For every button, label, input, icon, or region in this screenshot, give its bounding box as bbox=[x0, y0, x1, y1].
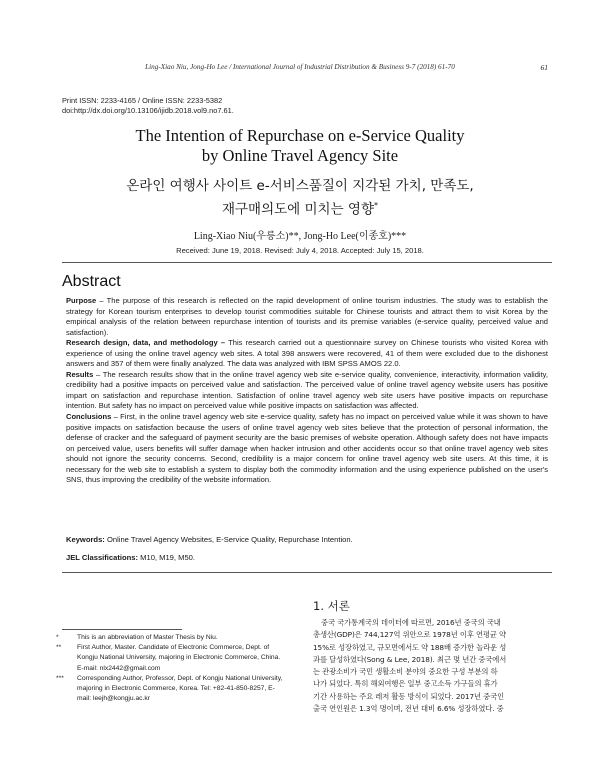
body-line: 출국 연인원은 1.3억 명이며, 전년 대비 6.6% 성장하였다. 중 bbox=[313, 703, 504, 713]
design-label: Research design, data, and methodology – bbox=[66, 338, 226, 348]
jel-text: M10, M19, M50. bbox=[138, 553, 196, 562]
body-line: 총생산(GDP)은 744,127억 위안으로 1978년 이후 연평균 약 bbox=[313, 630, 507, 640]
conclusions-label: Conclusions bbox=[66, 412, 112, 422]
conclusions-text: – First, in the online travel agency web site e-service quality, safety has no impact on perceived value while it was shown to have positive impacts on satisfaction because the users of online travel agency web sites believe that the protection of personal information, the defense of cracker and the safeguard of payment security are the basic premises of website operation. Although safety does not have impacts on perceived value, users benefits will suffer damage when hacker intrusion and other accidents occur so that online travel agency web sites should not ignore the security concerns. Second, credibility is a major concern for online travel agency web site users. At this time, it is necessary for the web site to establish a system to display both the commodity information and the using experience published on the user's SNS, thus improving the credibility of the website information. bbox=[66, 412, 548, 485]
footnote bbox=[56, 643, 288, 674]
results-text: – The research results show that in the online travel agency web site e-service quality, convenience, interactivity, information validity, credibility had a positive impacts on perceived value and satisfaction. The perceived value of online travel agency website users has positive impart on satisfaction and repurchase intention. Satisfaction of online travel agency web site users have positive impacts on repurchase intention. But safety has no impact on perceived value while positive impacts on satisfaction was affected. bbox=[66, 369, 548, 411]
korean-title-line2: 재구매의도에 미치는 영향 bbox=[221, 201, 375, 218]
top-divider bbox=[62, 262, 552, 263]
abstract-conclusions bbox=[66, 412, 548, 486]
korean-title-line1: 온라인 여행사 사이트 e-서비스품질이 지각된 가치, 만족도, bbox=[126, 178, 474, 194]
footnote bbox=[56, 674, 288, 705]
english-title-line2: by Online Travel Agency Site bbox=[201, 146, 399, 165]
footnote-mark: ** bbox=[56, 644, 62, 652]
footnote bbox=[56, 633, 288, 643]
results-label: Results bbox=[66, 369, 94, 379]
abstract-design bbox=[66, 338, 548, 370]
body-line: 과를 달성하였다(Song & Lee, 2018). 최근 몇 년간 중국에서 bbox=[313, 654, 507, 664]
authors: Ling-Xiao Niu(우릉소)**, Jong-Ho Lee(이종호)*** bbox=[193, 231, 407, 242]
keywords-text: Online Travel Agency Websites, E-Service Quality, Repurchase Intention. bbox=[104, 535, 353, 544]
english-title-line1: The Intention of Repurchase on e-Service Quality bbox=[135, 126, 465, 145]
received-dates: Received: June 19, 2018. Revised: July 4, 2018. Accepted: July 15, 2018. bbox=[176, 246, 424, 255]
footnotes bbox=[56, 633, 288, 704]
bottom-divider bbox=[62, 572, 552, 573]
doi-line: doi:http://dx.doi.org/10.13106/ijidb.2018.vol9.no7.61. bbox=[62, 106, 234, 115]
body-line: 는 관광소비가 국민 생활소비 분야의 중요한 구성 부분의 하 bbox=[313, 667, 498, 676]
footnote-mark: * bbox=[56, 634, 59, 641]
abstract-heading: Abstract bbox=[62, 273, 121, 290]
korean-title bbox=[0, 176, 600, 220]
issn-block bbox=[62, 96, 234, 116]
title-footnote-mark: * bbox=[374, 201, 379, 210]
footnote-rule bbox=[62, 629, 182, 630]
body-line: 나가 되었다. 특히 해외여행은 일부 중고소득 가구들의 휴가 bbox=[313, 679, 498, 689]
section-heading: 1. 서론 bbox=[313, 599, 350, 613]
footnote-text: First Author, Master. Candidate of Electronic Commerce, Dept. of Kongju National University, majoring in Electronic Commerce, China. E-mail: nlx2442@gmail.com bbox=[77, 644, 281, 672]
abstract-body bbox=[66, 296, 548, 486]
jel-classifications bbox=[66, 553, 548, 562]
body-line: 중국 국가통계국의 데이터에 따르면, 2016년 중국의 국내 bbox=[321, 618, 501, 627]
running-head: Ling-Xiao Niu, Jong-Ho Lee / International Journal of Industrial Distribution & Business 9-7 (2018) 61-70 bbox=[145, 63, 455, 71]
jel-label: JEL Classifications: bbox=[66, 553, 139, 562]
footnote-mark: *** bbox=[56, 674, 64, 682]
purpose-text: – The purpose of this research is reflected on the rapid development of online tourism industries. The study was to establish the strategy for Korean tourism enterprises to develop tourist commodities suitable for Chinese tourists and attract them to visit Korea by the empirical analysis of the relation between repurchase intention of tourists and its premise variables (e-service quality, perceived value and satisfaction). bbox=[66, 296, 548, 337]
body-line: 15%로 성장하였고, 규모면에서도 약 188배 증가한 놀라운 성 bbox=[313, 642, 507, 652]
purpose-label: Purpose bbox=[66, 296, 97, 305]
section-body bbox=[313, 617, 548, 715]
footnote-text: Corresponding Author, Professor, Dept. of Kongju National University, majoring in Electronic Commerce, Korea. Tel: +82-41-850-8257, E-mail: leejh@kongju.ac.kr bbox=[77, 674, 283, 703]
abstract-results bbox=[66, 370, 548, 412]
english-title bbox=[0, 126, 600, 166]
footnote-text: This is an abbreviation of Master Thesis by Niu. bbox=[77, 634, 218, 641]
page-number: 61 bbox=[540, 63, 548, 72]
keywords-label: Keywords: bbox=[66, 535, 105, 544]
issn-line: Print ISSN: 2233-4165 / Online ISSN: 2233-5382 bbox=[62, 96, 223, 105]
body-line: 기간 사용하는 주요 레저 활동 방식이 되었다. 2017년 중국인 bbox=[313, 691, 505, 701]
design-text: This research carried out a questionnaire survey on Chinese tourists who visited Korea with experience of using the online travel agency web sites. A total 398 answers were recovered, 41 of them were excluded due to the dishonest answers and 357 of them were finally analyzed. The data was analyzed with IBM SPSS AMOS 22.0. bbox=[66, 338, 548, 369]
abstract-purpose bbox=[66, 296, 548, 338]
keywords bbox=[66, 535, 548, 544]
